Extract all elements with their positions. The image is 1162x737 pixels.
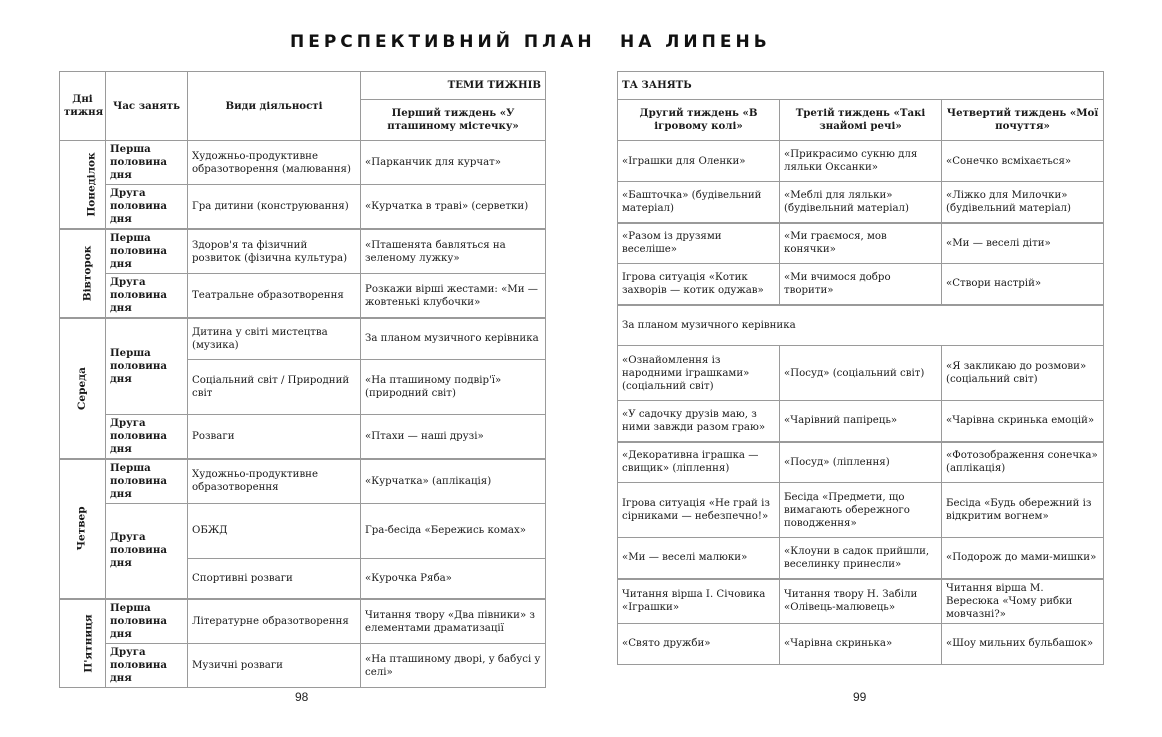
table-row [618,579,1104,624]
table-row [60,414,546,459]
activity-cell: Театральне образотворення [188,274,361,319]
week1-cell: «Птахи — наші друзі» [361,414,546,459]
page-number-left: 98 [295,690,309,704]
table-row [618,223,1104,264]
day-label-friday: П'ятниця [60,599,106,688]
week2-cell: «Декоративна іграшка — свищик» (ліплення) [618,442,780,483]
column-header-week4: Четвертий тиждень «Мої почуття» [942,100,1104,141]
week1-cell: Гра-бесіда «Бережись комах» [361,503,546,558]
week4-cell: «Ми — веселі діти» [942,223,1104,264]
column-header-time: Час занять [106,72,188,141]
time-cell: Друга половина дня [106,414,188,459]
time-cell: Друга половина дня [106,644,188,688]
day-label-monday: Понеділок [60,141,106,230]
week3-cell: «Чарівний папірець» [780,401,942,442]
time-cell: Перша половина дня [106,599,188,644]
activity-cell: ОБЖД [188,503,361,558]
activity-cell: Соціальний світ / Природний світ [188,359,361,414]
week3-cell: Читання твору Н. Забіли «Олівець-малювець» [780,579,942,624]
time-cell: Перша половина дня [106,141,188,185]
table-row [60,141,546,185]
table-row [60,644,546,688]
week1-cell: «Курочка Ряба» [361,558,546,599]
activity-cell: Літературне образотворення [188,599,361,644]
table-row [618,538,1104,579]
plan-table-left [59,71,546,688]
week4-cell: «Подорож до мами-мишки» [942,538,1104,579]
day-label-wednesday: Середа [60,318,106,459]
week1-cell: Читання твору «Два півники» з елементами драматизації [361,599,546,644]
week2-cell: «Башточка» (будівельний матеріал) [618,182,780,223]
table-row [618,346,1104,401]
table-row [60,274,546,319]
table-row [60,318,546,359]
week1-cell: «Курчатка в траві» (серветки) [361,185,546,230]
week4-cell: «Чарівна скринька емоцій» [942,401,1104,442]
time-cell: Перша половина дня [106,229,188,274]
table-row [618,305,1104,346]
week4-cell: «Сонечко всміхається» [942,141,1104,182]
time-cell: Перша половина дня [106,318,188,414]
activity-cell: Музичні розваги [188,644,361,688]
page-number-right: 99 [853,690,867,704]
week3-cell: «Посуд» (соціальний світ) [780,346,942,401]
page-title-right: НА ЛИПЕНЬ [620,32,771,52]
week3-cell: «Чарівна скринька» [780,623,942,664]
table-row [60,503,546,558]
table-row [618,182,1104,223]
activity-cell: Художньо-продуктивне образотворення [188,459,361,504]
day-label-tuesday: Вівторок [60,229,106,318]
table-row [618,264,1104,305]
week1-cell: «Парканчик для курчат» [361,141,546,185]
column-header-themes: ТЕМИ ТИЖНІВ [361,72,546,100]
column-header-activities: Види діяльності [188,72,361,141]
activity-cell: Художньо-продуктивне образотворення (малювання) [188,141,361,185]
week4-cell: «Ліжко для Милочки» (будівельний матеріал) [942,182,1104,223]
week2-cell: Ігрова ситуація «Котик захворів — котик одужав» [618,264,780,305]
week3-cell: «Клоуни в садок прийшли, веселинку принесли» [780,538,942,579]
table-row [618,442,1104,483]
table-row [60,459,546,504]
column-header-days: Дні тижня [60,72,106,141]
week4-cell: «Створи настрій» [942,264,1104,305]
activity-cell: Дитина у світі мистецтва (музика) [188,318,361,359]
table-row [60,229,546,274]
week4-cell: «Фотозображення сонечка» (аплікація) [942,442,1104,483]
week2-cell: «У садочку друзів маю, з ними завжди разом граю» [618,401,780,442]
week3-cell: «Ми вчимося добро творити» [780,264,942,305]
week3-cell: Бесіда «Предмети, що вимагають обережного поводження» [780,483,942,538]
time-cell: Перша половина дня [106,459,188,504]
column-header-week2: Другий тиждень «В ігровому колі» [618,100,780,141]
activity-cell: Здоров'я та фізичний розвиток (фізична культура) [188,229,361,274]
week2-cell: Ігрова ситуація «Не грай із сірниками — небезпечно!» [618,483,780,538]
week2-cell: «Ознайомлення із народними іграшками» (соціальний світ) [618,346,780,401]
week4-cell: «Я закликаю до розмови» (соціальний світ) [942,346,1104,401]
activity-cell: Розваги [188,414,361,459]
table-row [60,599,546,644]
week1-cell: «На пташиному подвір'ї» (природний світ) [361,359,546,414]
plan-table-right [617,71,1104,665]
week3-cell: «Ми граємося, мов конячки» [780,223,942,264]
week1-cell: «Пташенята бавляться на зеленому лужку» [361,229,546,274]
week3-cell: «Посуд» (ліплення) [780,442,942,483]
week2-cell: «Свято дружби» [618,623,780,664]
time-cell: Друга половина дня [106,503,188,599]
week1-cell: За планом музичного керівника [361,318,546,359]
header-label-continued: ТА ЗАНЯТЬ [618,72,1104,100]
column-header-week3: Третій тиждень «Такі знайомі речі» [780,100,942,141]
week1-cell: «На пташиному дворі, у бабусі у селі» [361,644,546,688]
week2-cell: Читання вірша І. Січовика «Іграшки» [618,579,780,624]
table-row [618,623,1104,664]
time-cell: Друга половина дня [106,185,188,230]
table-row [618,401,1104,442]
week1-cell: Розкажи вірші жестами: «Ми — жовтенькі клубочки» [361,274,546,319]
week4-cell: Бесіда «Будь обережний із відкритим вогнем» [942,483,1104,538]
activity-cell: Спортивні розваги [188,558,361,599]
week3-cell: «Меблі для ляльки» (будівельний матеріал) [780,182,942,223]
week2-cell: «Іграшки для Оленки» [618,141,780,182]
time-cell: Друга половина дня [106,274,188,319]
week2-cell: «Разом із друзями веселіше» [618,223,780,264]
week4-cell: Читання вірша М. Вересюка «Чому рибки мовчазні?» [942,579,1104,624]
page-title-left: ПЕРСПЕКТИВНИЙ ПЛАН [290,32,596,52]
week1-cell: «Курчатка» (аплікація) [361,459,546,504]
activity-cell: Гра дитини (конструювання) [188,185,361,230]
column-header-week1: Перший тиждень «У пташиному містечку» [361,100,546,141]
table-row [618,141,1104,182]
week2-cell: «Ми — веселі малюки» [618,538,780,579]
table-row [618,483,1104,538]
week3-cell: «Прикрасимо сукню для ляльки Оксанки» [780,141,942,182]
merged-music-cell: За планом музичного керівника [618,305,1104,346]
week4-cell: «Шоу мильних бульбашок» [942,623,1104,664]
table-row [60,185,546,230]
day-label-thursday: Четвер [60,459,106,600]
